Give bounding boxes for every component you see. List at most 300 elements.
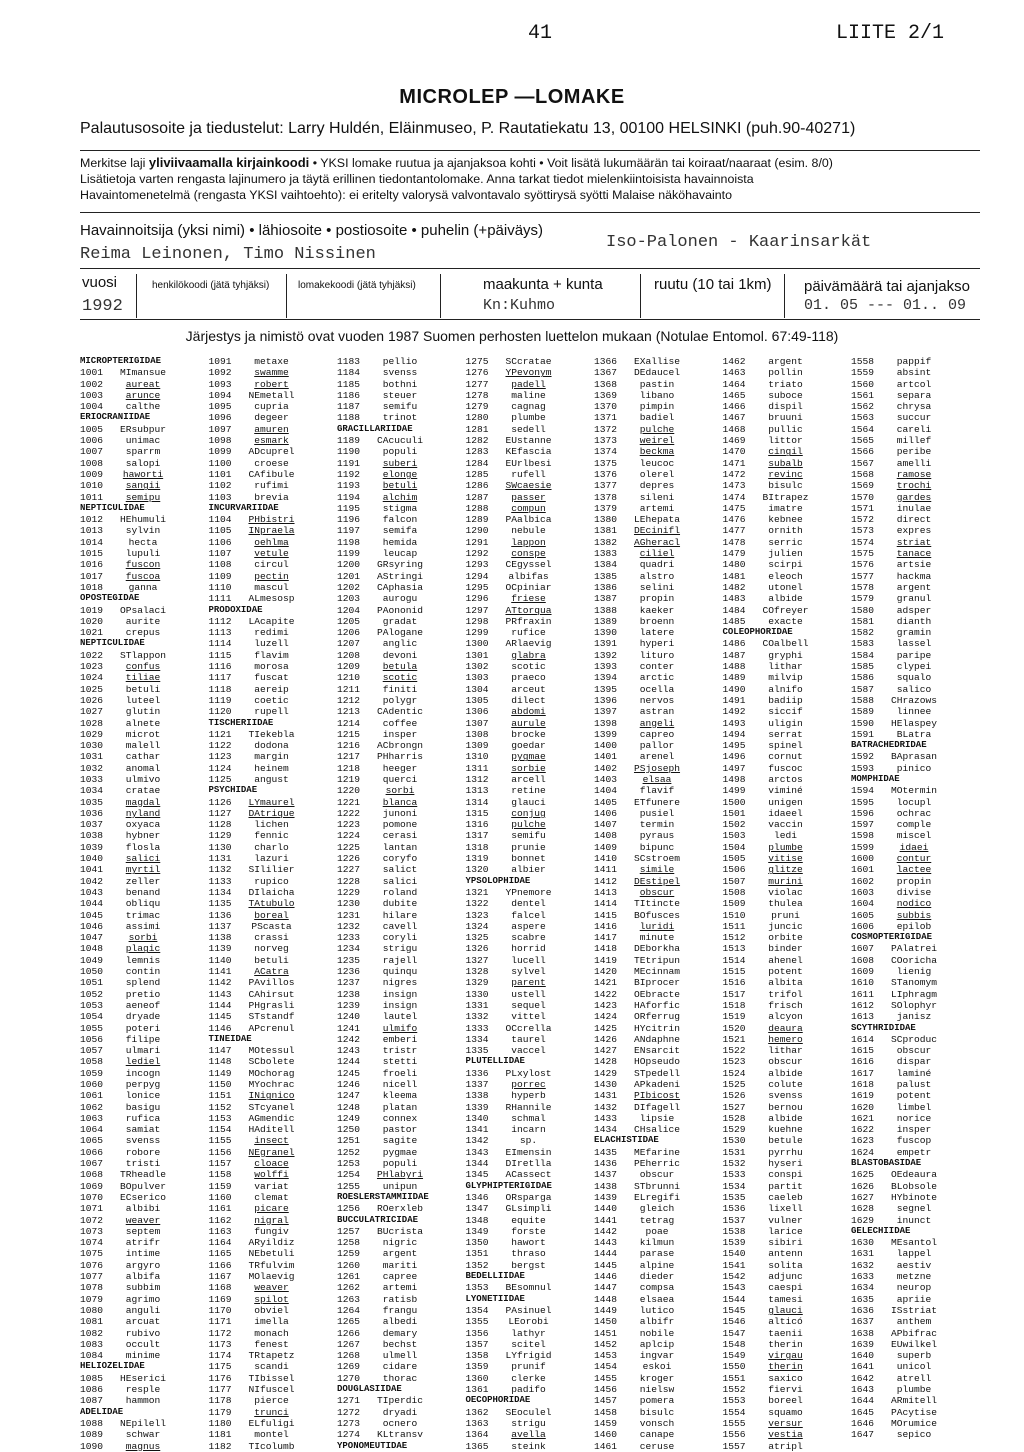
species-number[interactable]: 1038 xyxy=(80,830,104,842)
species-code[interactable]: epilob xyxy=(896,920,932,932)
species-number[interactable]: 1600 xyxy=(851,853,875,865)
species-code[interactable]: apriie xyxy=(896,1293,932,1305)
species-row[interactable] xyxy=(209,853,344,864)
species-code[interactable]: dentel xyxy=(511,898,546,910)
species-code[interactable]: lucell xyxy=(511,954,546,966)
species-number[interactable]: 1296 xyxy=(465,593,489,605)
species-code[interactable]: compsa xyxy=(639,1282,675,1294)
species-code[interactable]: atripl xyxy=(768,1440,803,1452)
species-number[interactable]: 1436 xyxy=(594,1158,618,1170)
species-row[interactable] xyxy=(209,1045,344,1056)
species-code[interactable]: PAcytise xyxy=(890,1406,938,1418)
species-code[interactable]: lantan xyxy=(382,841,418,853)
species-row[interactable] xyxy=(337,977,472,988)
species-code[interactable]: tanace xyxy=(896,548,932,560)
species-code[interactable]: DAtrique xyxy=(248,807,295,819)
species-row[interactable] xyxy=(337,492,472,503)
species-code[interactable]: swamme xyxy=(254,367,289,379)
species-row[interactable] xyxy=(466,1350,601,1361)
species-row[interactable] xyxy=(466,1113,601,1124)
species-row[interactable] xyxy=(337,1181,472,1192)
species-row[interactable] xyxy=(337,1316,472,1327)
species-number[interactable]: 1397 xyxy=(594,706,618,718)
species-number[interactable]: 1074 xyxy=(80,1237,104,1249)
species-code[interactable]: clemat xyxy=(254,1191,289,1203)
species-code[interactable]: lathyr xyxy=(511,1327,546,1339)
species-number[interactable]: 1264 xyxy=(337,1304,361,1316)
species-number[interactable]: 1361 xyxy=(465,1384,489,1396)
species-row[interactable] xyxy=(594,1316,729,1327)
species-row[interactable] xyxy=(594,1169,729,1180)
species-number[interactable]: 1390 xyxy=(594,627,618,639)
species-code[interactable]: lithar xyxy=(768,661,803,673)
species-code[interactable]: abdomi xyxy=(511,706,546,718)
species-number[interactable]: 1589 xyxy=(851,706,875,718)
species-row[interactable] xyxy=(80,718,215,729)
species-number[interactable]: 1073 xyxy=(80,1225,104,1237)
species-code[interactable]: flosla xyxy=(125,841,161,853)
species-code[interactable]: compun xyxy=(511,502,546,514)
species-number[interactable]: 1179 xyxy=(208,1406,232,1418)
species-row[interactable] xyxy=(723,1260,858,1271)
species-row[interactable] xyxy=(466,1260,601,1271)
species-code[interactable]: adsper xyxy=(896,604,932,616)
species-row[interactable] xyxy=(594,1395,729,1406)
species-code[interactable]: finiti xyxy=(382,683,418,695)
species-row[interactable] xyxy=(594,1260,729,1271)
species-number[interactable]: 1609 xyxy=(851,966,875,978)
species-number[interactable]: 1159 xyxy=(208,1180,232,1192)
species-row[interactable] xyxy=(851,559,986,570)
species-number[interactable]: 1365 xyxy=(465,1440,489,1452)
species-row[interactable] xyxy=(80,650,215,661)
species-number[interactable]: 1230 xyxy=(337,898,361,910)
species-code[interactable]: fuscon xyxy=(125,559,161,571)
species-code[interactable]: roland xyxy=(382,886,418,898)
species-code[interactable]: conjug xyxy=(511,807,546,819)
species-row[interactable] xyxy=(723,514,858,525)
species-number[interactable]: 1616 xyxy=(851,1056,875,1068)
species-code[interactable]: dubite xyxy=(382,898,418,910)
species-number[interactable]: 1186 xyxy=(337,389,361,401)
species-number[interactable]: 1465 xyxy=(722,389,746,401)
species-number[interactable]: 1346 xyxy=(465,1191,489,1203)
species-row[interactable] xyxy=(851,1271,986,1282)
species-number[interactable]: 1030 xyxy=(80,740,104,752)
species-number[interactable]: 1359 xyxy=(465,1361,489,1373)
species-row[interactable] xyxy=(209,525,344,536)
species-number[interactable]: 1357 xyxy=(465,1338,489,1350)
species-row[interactable] xyxy=(594,593,729,604)
species-code[interactable]: arcell xyxy=(511,773,546,785)
species-code[interactable]: gryphi xyxy=(768,649,803,661)
species-code[interactable]: magnus xyxy=(125,1440,161,1452)
species-row[interactable] xyxy=(851,763,986,774)
species-number[interactable]: 1584 xyxy=(851,649,875,661)
species-row[interactable] xyxy=(851,1248,986,1259)
species-number[interactable]: 1610 xyxy=(851,977,875,989)
species-row[interactable] xyxy=(851,706,986,717)
species-code[interactable]: colute xyxy=(768,1079,803,1090)
species-number[interactable]: 1484 xyxy=(722,604,746,616)
species-row[interactable] xyxy=(723,1305,858,1316)
observer-place[interactable]: Iso-Palonen - Kaarinsarkät xyxy=(606,233,872,252)
species-row[interactable] xyxy=(723,1237,858,1248)
species-number[interactable]: 1091 xyxy=(208,356,232,367)
species-row[interactable] xyxy=(594,932,729,943)
species-row[interactable] xyxy=(851,480,986,491)
species-number[interactable]: 1430 xyxy=(594,1079,618,1090)
species-number[interactable]: 1522 xyxy=(722,1045,746,1057)
species-row[interactable] xyxy=(80,684,215,695)
species-code[interactable]: bechst xyxy=(382,1338,418,1350)
species-number[interactable]: 1066 xyxy=(80,1146,104,1158)
species-number[interactable]: 1051 xyxy=(80,977,104,989)
species-number[interactable]: 1552 xyxy=(722,1384,746,1396)
species-number[interactable]: 1557 xyxy=(722,1440,746,1452)
species-number[interactable]: 1217 xyxy=(337,751,361,763)
species-code[interactable]: SOlophyr xyxy=(890,999,938,1011)
species-row[interactable] xyxy=(337,537,472,548)
species-row[interactable] xyxy=(594,435,729,446)
species-code[interactable]: filipe xyxy=(125,1033,161,1045)
species-code[interactable]: argent xyxy=(382,1248,418,1260)
species-code[interactable]: ADcuprel xyxy=(248,446,295,458)
species-number[interactable]: 1539 xyxy=(722,1237,746,1249)
species-row[interactable] xyxy=(337,401,472,412)
species-number[interactable]: 1142 xyxy=(208,977,232,989)
species-number[interactable]: 1254 xyxy=(337,1169,361,1181)
species-row[interactable] xyxy=(466,1034,601,1045)
species-code[interactable]: ceruse xyxy=(639,1440,675,1452)
species-number[interactable]: 1578 xyxy=(851,581,875,593)
species-number[interactable]: 1380 xyxy=(594,514,618,526)
species-row[interactable] xyxy=(337,1045,472,1056)
species-row[interactable] xyxy=(723,966,858,977)
species-number[interactable]: 1029 xyxy=(80,728,104,740)
species-code[interactable]: assimi xyxy=(125,920,161,932)
species-code[interactable]: MEcinnam xyxy=(633,966,681,978)
species-code[interactable]: resple xyxy=(125,1384,161,1396)
species-number[interactable]: 1197 xyxy=(337,525,361,537)
species-code[interactable]: bisulc xyxy=(768,480,803,492)
species-code[interactable]: benand xyxy=(125,886,161,898)
species-number[interactable]: 1009 xyxy=(80,468,104,480)
species-number[interactable]: 1277 xyxy=(465,378,489,390)
species-row[interactable] xyxy=(723,989,858,1000)
species-row[interactable] xyxy=(80,661,215,672)
species-row[interactable] xyxy=(723,616,858,627)
species-code[interactable]: montel xyxy=(254,1429,289,1441)
species-code[interactable]: arctic xyxy=(639,672,675,684)
species-code[interactable]: serric xyxy=(768,536,803,548)
species-number[interactable]: 1405 xyxy=(594,796,618,808)
species-row[interactable] xyxy=(80,729,215,740)
species-row[interactable] xyxy=(466,740,601,751)
species-row[interactable] xyxy=(337,1373,472,1384)
species-code[interactable]: sorbi xyxy=(385,785,415,797)
species-code[interactable]: pellio xyxy=(382,356,418,367)
species-number[interactable]: 1403 xyxy=(594,773,618,785)
species-code[interactable]: betule xyxy=(768,1135,803,1147)
species-number[interactable]: 1638 xyxy=(851,1327,875,1339)
species-row[interactable] xyxy=(723,1169,858,1180)
species-row[interactable] xyxy=(337,480,472,491)
species-number[interactable]: 1582 xyxy=(851,627,875,639)
species-row[interactable] xyxy=(723,1271,858,1282)
species-number[interactable]: 1135 xyxy=(208,898,232,910)
species-row[interactable] xyxy=(851,401,986,412)
species-row[interactable] xyxy=(723,1079,858,1090)
species-row[interactable] xyxy=(466,480,601,491)
species-code[interactable]: intime xyxy=(125,1248,161,1260)
species-number[interactable]: 1369 xyxy=(594,389,618,401)
species-number[interactable]: 1340 xyxy=(465,1112,489,1124)
species-number[interactable]: 1631 xyxy=(851,1248,875,1260)
species-code[interactable]: STstandf xyxy=(248,1011,295,1023)
species-code[interactable]: lautel xyxy=(382,1011,418,1023)
species-row[interactable] xyxy=(466,921,601,932)
species-number[interactable]: 1601 xyxy=(851,864,875,876)
species-code[interactable]: cavell xyxy=(382,920,418,932)
species-code[interactable]: GLsimpli xyxy=(505,1203,552,1215)
species-code[interactable]: SIlilier xyxy=(248,864,295,876)
species-number[interactable]: 1343 xyxy=(465,1146,489,1158)
species-number[interactable]: 1307 xyxy=(465,717,489,729)
species-number[interactable]: 1545 xyxy=(722,1304,746,1316)
species-row[interactable] xyxy=(723,1373,858,1384)
species-number[interactable]: 1457 xyxy=(594,1395,618,1407)
species-code[interactable]: sp. xyxy=(519,1135,538,1147)
species-row[interactable] xyxy=(851,1373,986,1384)
species-row[interactable] xyxy=(466,1192,601,1203)
species-number[interactable]: 1639 xyxy=(851,1338,875,1350)
species-number[interactable]: 1014 xyxy=(80,536,104,548)
species-row[interactable] xyxy=(466,1441,601,1452)
species-number[interactable]: 1026 xyxy=(80,694,104,706)
species-code[interactable]: conspi xyxy=(768,1169,803,1181)
species-row[interactable] xyxy=(337,1090,472,1101)
species-number[interactable]: 1432 xyxy=(594,1101,618,1113)
species-number[interactable]: 1106 xyxy=(208,536,232,548)
species-code[interactable]: DEborkha xyxy=(633,943,681,955)
species-code[interactable]: pastor xyxy=(382,1124,418,1136)
species-number[interactable]: 1314 xyxy=(465,796,489,808)
species-code[interactable]: separa xyxy=(896,389,932,401)
species-row[interactable] xyxy=(209,548,344,559)
species-number[interactable]: 1070 xyxy=(80,1191,104,1203)
species-row[interactable] xyxy=(723,1328,858,1339)
species-row[interactable] xyxy=(209,627,344,638)
species-number[interactable]: 1477 xyxy=(722,525,746,537)
species-number[interactable]: 1632 xyxy=(851,1259,875,1271)
species-row[interactable] xyxy=(594,830,729,841)
species-code[interactable]: salict xyxy=(382,864,418,876)
species-row[interactable] xyxy=(723,898,858,909)
species-code[interactable]: stetti xyxy=(382,1056,418,1068)
species-number[interactable]: 1618 xyxy=(851,1079,875,1090)
species-row[interactable] xyxy=(80,1124,215,1135)
species-code[interactable]: HOpseudo xyxy=(633,1056,681,1068)
species-row[interactable] xyxy=(209,966,344,977)
species-row[interactable] xyxy=(851,548,986,559)
species-row[interactable] xyxy=(209,469,344,480)
species-code[interactable]: broenn xyxy=(639,615,675,627)
species-number[interactable]: 1183 xyxy=(337,356,361,367)
species-row[interactable] xyxy=(337,672,472,683)
species-row[interactable] xyxy=(337,469,472,480)
species-row[interactable] xyxy=(80,1011,215,1022)
species-code[interactable]: svenss xyxy=(382,367,418,379)
species-number[interactable]: 1181 xyxy=(208,1429,232,1441)
species-number[interactable]: 1234 xyxy=(337,943,361,955)
species-code[interactable]: CAhirsut xyxy=(248,988,295,1000)
species-row[interactable] xyxy=(723,921,858,932)
species-number[interactable]: 1083 xyxy=(80,1338,104,1350)
species-number[interactable]: 1474 xyxy=(722,491,746,503)
species-code[interactable]: fuscoa xyxy=(125,570,161,582)
species-row[interactable] xyxy=(851,571,986,582)
species-row[interactable] xyxy=(851,1282,986,1293)
species-row[interactable] xyxy=(80,1023,215,1034)
species-code[interactable]: murini xyxy=(768,875,803,887)
species-row[interactable] xyxy=(337,1169,472,1180)
species-number[interactable]: 1071 xyxy=(80,1203,104,1215)
species-row[interactable] xyxy=(80,605,215,616)
species-number[interactable]: 1451 xyxy=(594,1327,618,1339)
species-code[interactable]: bernou xyxy=(768,1101,803,1113)
species-code[interactable]: arctos xyxy=(768,773,803,785)
species-number[interactable]: 1056 xyxy=(80,1033,104,1045)
species-row[interactable] xyxy=(594,458,729,469)
species-code[interactable]: HAditell xyxy=(248,1124,295,1136)
species-number[interactable]: 1416 xyxy=(594,920,618,932)
species-row[interactable] xyxy=(723,1282,858,1293)
species-row[interactable] xyxy=(723,1135,858,1146)
species-row[interactable] xyxy=(337,853,472,864)
species-row[interactable] xyxy=(80,876,215,887)
species-number[interactable]: 1119 xyxy=(208,694,232,706)
species-number[interactable]: 1433 xyxy=(594,1112,618,1124)
species-row[interactable] xyxy=(337,808,472,819)
species-row[interactable] xyxy=(466,718,601,729)
species-row[interactable] xyxy=(337,514,472,525)
species-row[interactable] xyxy=(337,819,472,830)
species-code[interactable]: alchim xyxy=(382,491,418,503)
species-code[interactable]: parase xyxy=(639,1248,675,1260)
species-row[interactable] xyxy=(466,830,601,841)
species-number[interactable]: 1224 xyxy=(337,830,361,842)
species-code[interactable]: pectin xyxy=(254,570,289,582)
species-row[interactable] xyxy=(723,695,858,706)
species-row[interactable] xyxy=(209,1373,344,1384)
species-number[interactable]: 1378 xyxy=(594,491,618,503)
species-code[interactable]: hybner xyxy=(125,830,161,842)
species-code[interactable]: latere xyxy=(639,627,675,639)
species-row[interactable] xyxy=(851,435,986,446)
species-row[interactable] xyxy=(337,785,472,796)
species-code[interactable]: PSjoseph xyxy=(633,762,681,774)
species-row[interactable] xyxy=(80,1079,215,1090)
species-code[interactable]: frangu xyxy=(382,1304,418,1316)
species-code[interactable]: lassel xyxy=(896,638,932,650)
species-code[interactable]: kebnee xyxy=(768,514,803,526)
species-number[interactable]: 1597 xyxy=(851,819,875,831)
species-row[interactable] xyxy=(723,740,858,751)
species-code[interactable]: nyland xyxy=(125,807,161,819)
species-row[interactable] xyxy=(80,842,215,853)
species-number[interactable]: 1114 xyxy=(208,638,232,650)
species-row[interactable] xyxy=(723,390,858,401)
species-number[interactable]: 1570 xyxy=(851,491,875,503)
species-row[interactable] xyxy=(80,1056,215,1067)
species-number[interactable]: 1612 xyxy=(851,999,875,1011)
species-row[interactable] xyxy=(337,1011,472,1022)
species-code[interactable]: GRsyring xyxy=(376,559,424,571)
species-row[interactable] xyxy=(723,435,858,446)
species-number[interactable]: 1424 xyxy=(594,1011,618,1023)
species-number[interactable]: 1243 xyxy=(337,1045,361,1057)
species-code[interactable]: populi xyxy=(382,1158,418,1170)
species-code[interactable]: juncic xyxy=(768,920,803,932)
species-number[interactable]: 1216 xyxy=(337,740,361,752)
species-row[interactable] xyxy=(337,718,472,729)
species-row[interactable] xyxy=(466,1147,601,1158)
species-number[interactable]: 1174 xyxy=(208,1350,232,1362)
species-number[interactable]: 1262 xyxy=(337,1282,361,1294)
species-row[interactable] xyxy=(851,379,986,390)
species-row[interactable] xyxy=(466,887,601,898)
species-number[interactable]: 1615 xyxy=(851,1045,875,1057)
species-row[interactable] xyxy=(337,616,472,627)
species-code[interactable]: aspere xyxy=(511,920,546,932)
species-row[interactable] xyxy=(209,559,344,570)
species-row[interactable] xyxy=(80,424,215,435)
species-row[interactable] xyxy=(851,921,986,932)
species-code[interactable]: suberi xyxy=(382,457,418,469)
species-row[interactable] xyxy=(209,1429,344,1440)
species-row[interactable] xyxy=(80,1226,215,1237)
species-code[interactable]: LEorobi xyxy=(508,1316,549,1328)
species-code[interactable]: glauci xyxy=(511,796,546,808)
species-code[interactable]: strigu xyxy=(382,943,418,955)
species-code[interactable]: pygmae xyxy=(382,1146,418,1158)
species-code[interactable]: quadri xyxy=(639,559,675,571)
species-row[interactable] xyxy=(594,955,729,966)
species-code[interactable]: falcon xyxy=(382,514,418,526)
species-number[interactable]: 1157 xyxy=(208,1158,232,1170)
species-number[interactable]: 1225 xyxy=(337,841,361,853)
species-code[interactable]: superb xyxy=(896,1350,932,1362)
species-code[interactable]: incarn xyxy=(511,1124,546,1136)
species-row[interactable] xyxy=(466,1418,601,1429)
species-row[interactable] xyxy=(594,1056,729,1067)
species-row[interactable] xyxy=(80,492,215,503)
species-number[interactable]: 1044 xyxy=(80,898,104,910)
species-number[interactable]: 1342 xyxy=(465,1135,489,1147)
species-number[interactable]: 1242 xyxy=(337,1033,361,1045)
species-code[interactable]: sibiri xyxy=(768,1237,803,1249)
species-row[interactable] xyxy=(337,1429,472,1440)
species-code[interactable]: stigma xyxy=(382,502,418,514)
species-code[interactable]: SEoculel xyxy=(505,1406,552,1418)
species-code[interactable]: tristr xyxy=(382,1045,418,1057)
species-number[interactable]: 1160 xyxy=(208,1191,232,1203)
species-number[interactable]: 1604 xyxy=(851,898,875,910)
species-code[interactable]: artsie xyxy=(896,559,932,571)
species-row[interactable] xyxy=(851,729,986,740)
species-code[interactable]: variat xyxy=(254,1180,289,1192)
